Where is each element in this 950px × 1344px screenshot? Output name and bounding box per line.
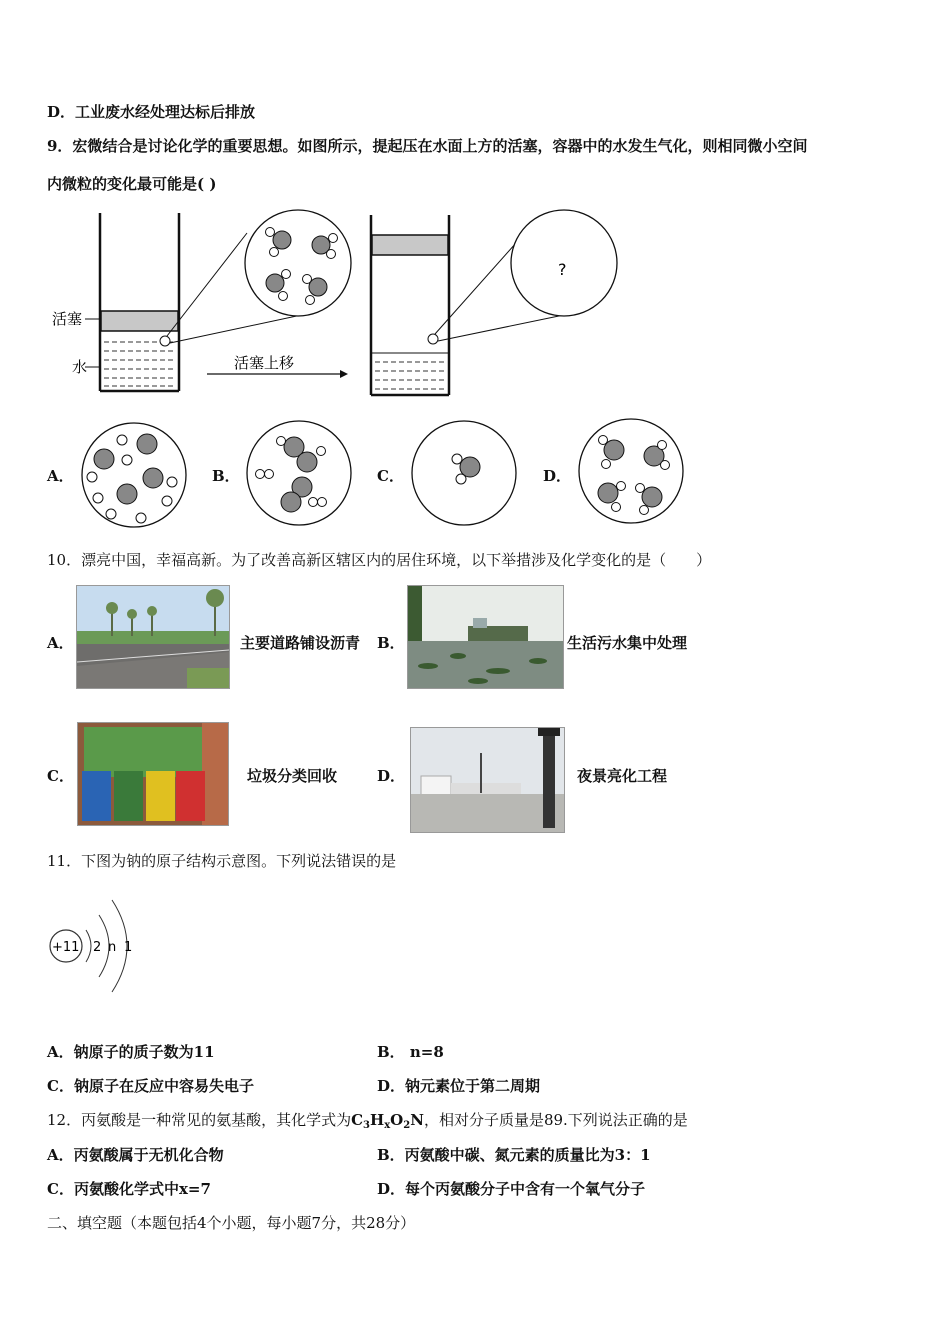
piston-right: [372, 235, 448, 255]
formula-c-sub: 3: [363, 1120, 371, 1131]
q9-stem-line2: 内微粒的变化最可能是( ): [47, 175, 217, 193]
q12-formula: [351, 1111, 424, 1129]
q10-option-c-text: 垃圾分类回收: [247, 767, 338, 785]
q9-diagram: [40, 205, 640, 405]
q11-option-a: A．钠原子的质子数为11: [47, 1043, 215, 1061]
q9-option-a-label: A．: [47, 467, 74, 485]
sodium-atom-diagram: [44, 888, 144, 1003]
q10-option-c-label: C．: [47, 767, 74, 785]
q12-stem-pre: 12．丙氨酸是一种常见的氨基酸，其化学式为: [47, 1111, 352, 1129]
q9-option-c-figure: [409, 420, 521, 528]
shell-2-count: n: [108, 940, 117, 955]
night-lighting-photo: [410, 727, 565, 833]
q9-option-b-figure: [244, 420, 356, 528]
nucleus-charge: +11: [52, 940, 80, 955]
q9-option-a-figure: [79, 422, 191, 530]
piston-left: [101, 311, 178, 331]
q12-option-c: C．丙氨酸化学式中x=7: [47, 1180, 211, 1198]
formula-n: N: [410, 1111, 424, 1129]
water-label: 水: [72, 358, 88, 376]
piston-label: 活塞: [52, 310, 83, 328]
formula-c: C: [351, 1111, 364, 1129]
q12-option-a: A．丙氨酸属于无机化合物: [47, 1146, 224, 1164]
q10-stem: 10．漂亮中国，幸福高新。为了改善高新区辖区内的居住环境，以下举措涉及化学变化的是（ ）: [47, 551, 712, 569]
arrow-label: 活塞上移: [234, 354, 295, 372]
q11-stem: 11．下图为钠的原子结构示意图。下列说法错误的是: [47, 852, 397, 870]
q11-option-d: D．钠元素位于第二周期: [377, 1077, 541, 1095]
formula-o: O: [390, 1111, 404, 1129]
section-2-title: 二、填空题（本题包括4个小题，每小题7分，共28分）: [47, 1214, 416, 1232]
q10-option-b-label: B．: [377, 634, 405, 652]
q12-stem-post: ，相对分子质量是89.下列说法正确的是: [423, 1111, 688, 1129]
shell-3-count: 1: [124, 940, 133, 955]
formula-o-sub: 2: [403, 1120, 411, 1131]
q12-option-b: B．丙氨酸中碳、氮元素的质量比为3：1: [377, 1146, 651, 1164]
q8-option-d: D．工业废水经处理达标后排放: [47, 103, 256, 121]
question-mark: ?: [558, 260, 567, 279]
q10-option-b-text: 生活污水集中处理: [567, 634, 688, 652]
q9-option-d-label: D．: [543, 467, 572, 485]
q11-option-c: C．钠原子在反应中容易失电子: [47, 1077, 254, 1095]
formula-h-sub: x: [384, 1120, 391, 1131]
q9-option-b-label: B．: [212, 467, 240, 485]
q12-option-d: D．每个丙氨酸分子中含有一个氧气分子: [377, 1180, 646, 1198]
q10-option-a-text: 主要道路铺设沥青: [240, 634, 361, 652]
garbage-bins-photo: [77, 722, 229, 826]
road-photo: [76, 585, 230, 689]
q12-stem: [47, 1110, 688, 1136]
q10-option-d-label: D．: [377, 767, 406, 785]
shell-1-count: 2: [93, 940, 102, 955]
q9-option-d-figure: [576, 418, 688, 526]
q10-option-d-text: 夜景亮化工程: [577, 767, 668, 785]
q11-option-b: B． n=8: [377, 1043, 444, 1061]
sewage-photo: [407, 585, 564, 689]
q9-option-c-label: C．: [377, 467, 404, 485]
q9-stem-line1: 9．宏微结合是讨论化学的重要思想。如图所示，提起压在水面上方的活塞，容器中的水发生气化，则相同微小空间: [47, 137, 808, 155]
formula-h: H: [370, 1111, 385, 1129]
q10-option-a-label: A．: [47, 634, 74, 652]
